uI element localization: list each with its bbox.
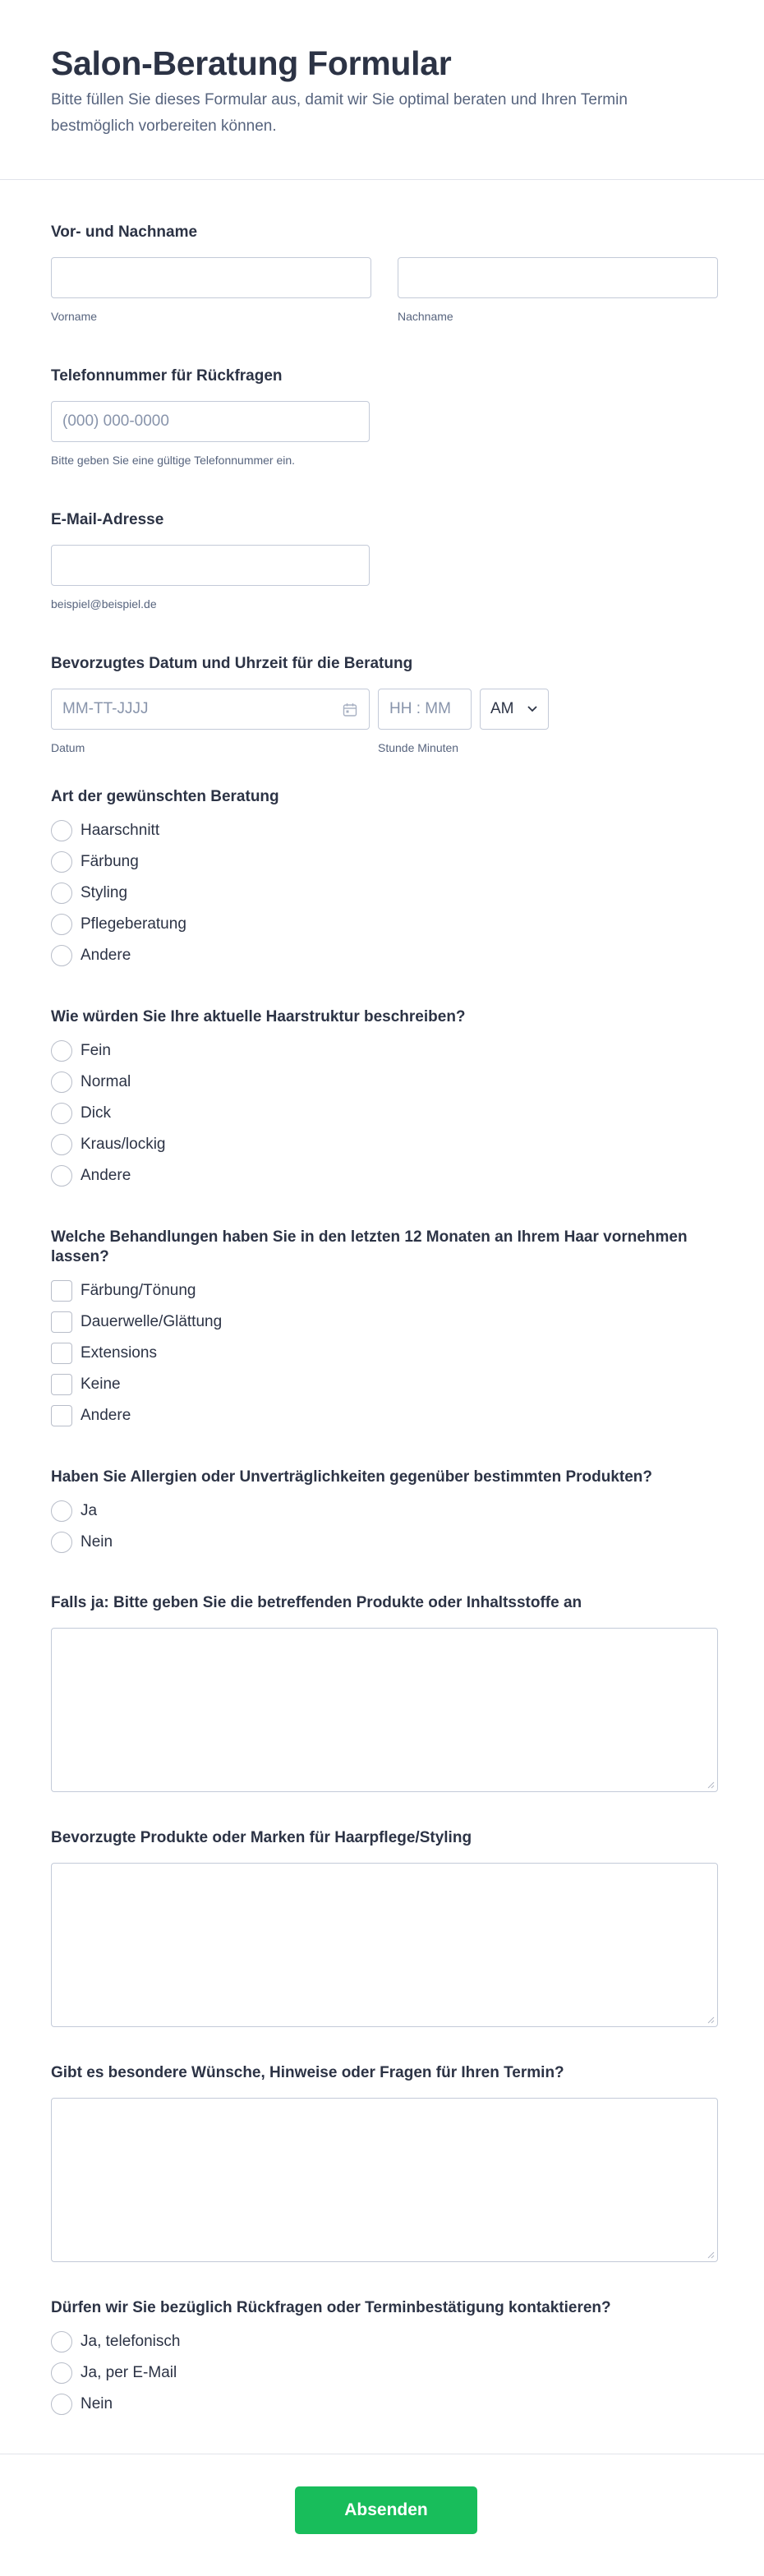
option-label: Pflegeberatung: [81, 915, 186, 933]
option-label: Färbung/Tönung: [81, 1282, 196, 1299]
option-label: Ja, per E-Mail: [81, 2364, 177, 2381]
radio-button[interactable]: [51, 1103, 72, 1124]
date-input[interactable]: [51, 689, 370, 730]
treatments-option[interactable]: [51, 1369, 713, 1400]
option-label: Ja, telefonisch: [81, 2333, 181, 2350]
form-header: [0, 0, 764, 180]
hair-structure-option[interactable]: [51, 1035, 713, 1067]
contact-field: [51, 2298, 713, 2420]
treatments-option[interactable]: [51, 1338, 713, 1369]
resize-handle-icon[interactable]: [706, 1781, 715, 1789]
radio-button[interactable]: [51, 1165, 72, 1187]
allergies-label: Haben Sie Allergien oder Unverträglichkeiten gegenüber bestimmten Produkten?: [51, 1468, 653, 1486]
date-placeholder: MM-TT-JJJJ: [62, 700, 149, 717]
consult-type-field: [51, 787, 713, 971]
allergies-field: [51, 1468, 713, 1558]
treatments-option[interactable]: [51, 1400, 713, 1431]
first-name-input[interactable]: [51, 257, 371, 298]
checkbox[interactable]: [51, 1343, 72, 1364]
calendar-icon[interactable]: [343, 703, 357, 717]
radio-button[interactable]: [51, 2331, 72, 2353]
consult-type-option[interactable]: [51, 846, 713, 878]
hair-structure-field: [51, 1007, 713, 1191]
datetime-label: Bevorzugtes Datum und Uhrzeit für die Beratung: [51, 655, 413, 672]
consult-type-option[interactable]: [51, 940, 713, 971]
option-label: Kraus/lockig: [81, 1136, 166, 1153]
option-label: Andere: [81, 947, 131, 964]
form-body: [0, 223, 764, 2420]
checkbox[interactable]: [51, 1374, 72, 1395]
option-label: Nein: [81, 1533, 113, 1551]
radio-button[interactable]: [51, 2362, 72, 2384]
radio-button[interactable]: [51, 1134, 72, 1155]
datetime-field: [51, 654, 713, 755]
form-subtitle: Bitte füllen Sie dieses Formular aus, damit wir Sie optimal beraten und Ihren Termin bestmöglich vorbereiten können.: [51, 91, 628, 135]
treatments-label: Welche Behandlungen haben Sie in den letzten 12 Monaten an Ihrem Haar vornehmen lassen?: [51, 1228, 688, 1265]
hair-structure-option[interactable]: [51, 1160, 713, 1191]
radio-button[interactable]: [51, 1500, 72, 1522]
contact-option[interactable]: [51, 2326, 713, 2357]
radio-button[interactable]: [51, 1040, 72, 1062]
option-label: Normal: [81, 1073, 131, 1090]
option-label: Andere: [81, 1407, 131, 1424]
hair-structure-option[interactable]: [51, 1067, 713, 1098]
allergies-option[interactable]: [51, 1495, 713, 1527]
products-label: Bevorzugte Produkte oder Marken für Haarpflege/Styling: [51, 1829, 472, 1846]
hair-structure-label: Wie würden Sie Ihre aktuelle Haarstruktur beschreiben?: [51, 1008, 466, 1025]
last-name-sublabel: Nachname: [398, 310, 453, 323]
radio-button[interactable]: [51, 1071, 72, 1093]
option-label: Ja: [81, 1502, 98, 1519]
allergies-option[interactable]: [51, 1527, 713, 1558]
allergy-details-label: Falls ja: Bitte geben Sie die betreffenden Produkte oder Inhaltsstoffe an: [51, 1594, 582, 1611]
ampm-select[interactable]: [480, 689, 549, 730]
date-sublabel: Datum: [51, 741, 85, 754]
email-sublabel: beispiel@beispiel.de: [51, 597, 157, 611]
consult-type-option[interactable]: [51, 815, 713, 846]
checkbox[interactable]: [51, 1280, 72, 1302]
option-label: Haarschnitt: [81, 822, 160, 839]
email-input[interactable]: [51, 545, 370, 586]
radio-button[interactable]: [51, 2394, 72, 2415]
wishes-textarea[interactable]: [51, 2098, 718, 2262]
resize-handle-icon[interactable]: [706, 2251, 715, 2259]
ampm-value: AM: [490, 700, 514, 717]
checkbox[interactable]: [51, 1311, 72, 1333]
phone-sublabel: Bitte geben Sie eine gültige Telefonnummer ein.: [51, 454, 296, 467]
consult-type-option[interactable]: [51, 909, 713, 940]
allergy-details-field: [51, 1593, 713, 1792]
email-label: E-Mail-Adresse: [51, 511, 164, 528]
first-name-sublabel: Vorname: [51, 310, 98, 323]
hair-structure-option[interactable]: [51, 1098, 713, 1129]
treatments-option[interactable]: [51, 1306, 713, 1338]
resize-handle-icon[interactable]: [706, 2016, 715, 2024]
chevron-down-icon: [527, 706, 537, 712]
time-input[interactable]: HH : MM: [378, 689, 472, 730]
name-field: [51, 223, 713, 324]
wishes-field: [51, 2063, 713, 2262]
option-label: Dauerwelle/Glättung: [81, 1313, 223, 1330]
products-textarea[interactable]: [51, 1863, 718, 2027]
option-label: Fein: [81, 1042, 111, 1059]
consult-type-label: Art der gewünschten Beratung: [51, 788, 279, 805]
option-label: Färbung: [81, 853, 139, 870]
phone-input[interactable]: (000) 000-0000: [51, 401, 370, 442]
email-field: [51, 510, 713, 611]
phone-field: [51, 366, 713, 468]
submit-button[interactable]: Absenden: [295, 2486, 477, 2534]
radio-button[interactable]: [51, 851, 72, 873]
checkbox[interactable]: [51, 1405, 72, 1426]
treatments-option[interactable]: [51, 1275, 713, 1306]
contact-label: Dürfen wir Sie bezüglich Rückfragen oder Terminbestätigung kontaktieren?: [51, 2299, 611, 2316]
option-label: Dick: [81, 1104, 111, 1122]
radio-button[interactable]: [51, 914, 72, 935]
option-label: Keine: [81, 1376, 121, 1393]
radio-button[interactable]: [51, 820, 72, 841]
allergy-details-textarea[interactable]: [51, 1628, 718, 1792]
contact-option[interactable]: [51, 2389, 713, 2420]
radio-button[interactable]: [51, 945, 72, 966]
time-sublabel: Stunde Minuten: [378, 741, 459, 754]
treatments-field: [51, 1228, 713, 1431]
wishes-label: Gibt es besondere Wünsche, Hinweise oder Fragen für Ihren Termin?: [51, 2064, 564, 2081]
form-title: Salon-Beratung Formular: [51, 44, 452, 82]
contact-option[interactable]: [51, 2357, 713, 2389]
radio-button[interactable]: [51, 882, 72, 904]
form-footer: [0, 2454, 764, 2576]
radio-button[interactable]: [51, 1532, 72, 1553]
option-label: Styling: [81, 884, 128, 901]
option-label: Extensions: [81, 1344, 157, 1362]
name-label: Vor- und Nachname: [51, 223, 198, 241]
phone-label: Telefonnummer für Rückfragen: [51, 367, 283, 385]
last-name-input[interactable]: [398, 257, 718, 298]
products-field: [51, 1828, 713, 2027]
consult-type-option[interactable]: [51, 878, 713, 909]
hair-structure-option[interactable]: [51, 1129, 713, 1160]
option-label: Andere: [81, 1167, 131, 1184]
option-label: Nein: [81, 2395, 113, 2412]
